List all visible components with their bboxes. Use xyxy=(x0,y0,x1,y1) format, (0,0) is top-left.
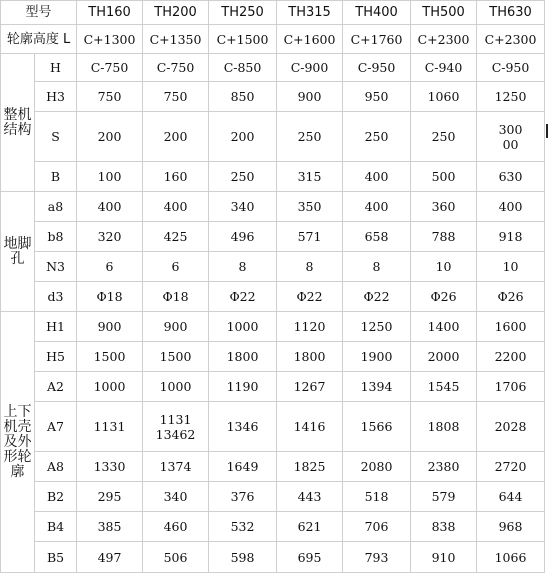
value-cell xyxy=(477,402,545,452)
value-text: 497 xyxy=(97,549,122,565)
value-text: 2000 xyxy=(427,349,460,364)
value-cell xyxy=(477,512,545,542)
value-cell xyxy=(477,342,545,372)
value-text: 8 xyxy=(372,259,381,274)
group-label-text: 整机结构 xyxy=(3,106,32,138)
value-text: 900 xyxy=(97,319,122,334)
param-label: d3 xyxy=(35,282,77,312)
value-cell xyxy=(477,372,545,402)
value-cell xyxy=(343,482,411,512)
value-text: 793 xyxy=(364,549,389,565)
value-cell xyxy=(143,252,209,282)
spec-row xyxy=(1,342,545,372)
param-label: B5 xyxy=(35,542,77,573)
value-cell xyxy=(411,82,477,112)
value-text: 1250 xyxy=(494,89,527,104)
value-text: 1120 xyxy=(293,319,326,334)
model-cell: TH160 xyxy=(77,1,143,25)
value-text: 320 xyxy=(97,229,122,244)
value-cell xyxy=(209,282,277,312)
value-text: 630 xyxy=(498,169,523,184)
value-cell xyxy=(411,192,477,222)
value-text: 1900 xyxy=(360,349,393,364)
value-cell xyxy=(209,162,277,192)
value-cell xyxy=(143,372,209,402)
value-cell xyxy=(277,82,343,112)
param-label: a8 xyxy=(35,192,77,222)
value-text: 950 xyxy=(364,89,389,104)
value-cell xyxy=(277,312,343,342)
value-cell xyxy=(277,252,343,282)
value-text: 376 xyxy=(230,489,255,504)
value-cell xyxy=(343,192,411,222)
spec-row xyxy=(1,452,545,482)
value-text: 350 xyxy=(297,199,322,214)
value-cell xyxy=(143,222,209,252)
value-cell xyxy=(209,222,277,252)
value-text: 579 xyxy=(431,489,456,504)
value-cell xyxy=(343,312,411,342)
value-text: 2720 xyxy=(494,459,527,474)
value-cell xyxy=(77,452,143,482)
value-cell xyxy=(343,512,411,542)
value-text: 506 xyxy=(163,549,188,565)
value-cell xyxy=(143,512,209,542)
value-text: 1346 xyxy=(226,419,259,434)
value-text: 1600 xyxy=(494,319,527,334)
value-text: 340 xyxy=(163,489,188,504)
value-cell xyxy=(277,162,343,192)
value-text: Φ26 xyxy=(430,289,457,304)
spec-row xyxy=(1,112,545,162)
value-cell xyxy=(411,482,477,512)
value-text: 1545 xyxy=(427,379,460,394)
value-text: 968 xyxy=(498,519,523,534)
param-label: H3 xyxy=(35,82,77,112)
value-text: 2380 xyxy=(427,459,460,474)
value-text: 644 xyxy=(498,489,523,504)
value-cell xyxy=(411,282,477,312)
value-text: 200 xyxy=(97,129,122,144)
value-text: 1416 xyxy=(293,419,326,434)
value-cell xyxy=(477,542,545,573)
spec-row xyxy=(1,82,545,112)
value-text: 200 xyxy=(163,129,188,144)
spec-table-body xyxy=(1,1,545,573)
param-label: B xyxy=(35,162,77,192)
value-text: C-750 xyxy=(156,60,195,75)
value-text: 658 xyxy=(364,229,389,244)
value-text: 100 xyxy=(97,169,122,184)
value-cell xyxy=(411,372,477,402)
value-cell xyxy=(209,54,277,82)
value-cell xyxy=(143,192,209,222)
value-cell xyxy=(77,482,143,512)
value-text: 1000 xyxy=(93,379,126,394)
value-text: 1060 xyxy=(427,89,460,104)
value-text: 1066 xyxy=(494,549,527,565)
value-text: 6 xyxy=(105,259,114,274)
value-cell xyxy=(77,402,143,452)
value-text: 400 xyxy=(364,169,389,184)
value-text: 385 xyxy=(97,519,122,534)
header-row xyxy=(1,1,545,25)
value-text: 340 xyxy=(230,199,255,214)
value-text: 2028 xyxy=(494,419,527,434)
text-cursor-mark xyxy=(546,124,548,138)
value-cell xyxy=(343,342,411,372)
model-cell: TH500 xyxy=(411,1,477,25)
contour-height-cell: C+1500 xyxy=(209,25,277,54)
value-cell xyxy=(411,252,477,282)
value-text: 2200 xyxy=(494,349,527,364)
value-text: 1800 xyxy=(226,349,259,364)
value-cell xyxy=(77,192,143,222)
value-cell xyxy=(209,452,277,482)
value-cell xyxy=(411,452,477,482)
value-cell xyxy=(143,452,209,482)
value-cell xyxy=(209,82,277,112)
value-cell xyxy=(209,482,277,512)
value-cell xyxy=(77,54,143,82)
value-cell xyxy=(143,162,209,192)
model-cell: TH315 xyxy=(277,1,343,25)
value-text: 250 xyxy=(364,129,389,144)
value-cell xyxy=(477,54,545,82)
value-text: 1131 xyxy=(93,419,126,434)
contour-height-cell: C+1760 xyxy=(343,25,411,54)
value-cell xyxy=(277,512,343,542)
value-text: 1825 xyxy=(293,459,326,474)
value-cell xyxy=(209,312,277,342)
value-cell xyxy=(277,112,343,162)
value-text: 360 xyxy=(431,199,456,214)
value-text: 1808 xyxy=(427,419,460,434)
value-text: Φ22 xyxy=(229,289,256,304)
value-text: 200 xyxy=(230,129,255,144)
value-text: 750 xyxy=(97,89,122,104)
param-label: A8 xyxy=(35,452,77,482)
value-cell xyxy=(143,112,209,162)
value-text: 425 xyxy=(163,229,188,244)
value-text: 300 00 xyxy=(498,121,523,152)
value-cell xyxy=(209,372,277,402)
value-cell xyxy=(277,222,343,252)
value-text: 1649 xyxy=(226,459,259,474)
contour-height-row xyxy=(1,25,545,54)
value-cell xyxy=(411,162,477,192)
value-text: 8 xyxy=(238,259,247,274)
value-text: Φ26 xyxy=(497,289,524,304)
value-cell xyxy=(143,282,209,312)
value-text: 918 xyxy=(498,229,523,244)
group-label-text: 上下机壳及外形轮廓 xyxy=(3,403,32,480)
value-text: 850 xyxy=(230,89,255,104)
value-text: C-950 xyxy=(357,60,396,75)
spec-row xyxy=(1,162,545,192)
param-label: A2 xyxy=(35,372,77,402)
value-text: 6 xyxy=(171,259,180,274)
value-text: 2080 xyxy=(360,459,393,474)
spec-row xyxy=(1,252,545,282)
value-text: 788 xyxy=(431,229,456,244)
value-text: 1000 xyxy=(226,319,259,334)
spec-row xyxy=(1,542,545,573)
value-cell xyxy=(343,222,411,252)
value-cell xyxy=(77,372,143,402)
group-label xyxy=(1,312,35,573)
value-cell xyxy=(411,512,477,542)
value-text: 706 xyxy=(364,519,389,534)
value-text: 1800 xyxy=(293,349,326,364)
value-text: 400 xyxy=(498,199,523,214)
contour-height-cell: C+2300 xyxy=(477,25,545,54)
value-text: 1394 xyxy=(360,379,393,394)
value-cell xyxy=(343,402,411,452)
value-text: 518 xyxy=(364,489,389,504)
group-label xyxy=(1,192,35,312)
value-cell xyxy=(277,542,343,573)
value-cell xyxy=(411,542,477,573)
value-text: Φ18 xyxy=(162,289,189,304)
value-text: 750 xyxy=(163,89,188,104)
value-text: 1706 xyxy=(494,379,527,394)
value-cell xyxy=(77,542,143,573)
value-cell xyxy=(343,82,411,112)
value-text: 1190 xyxy=(226,379,259,394)
value-text: 1374 xyxy=(159,459,192,474)
value-cell xyxy=(143,482,209,512)
value-cell xyxy=(143,312,209,342)
value-text: 496 xyxy=(230,229,255,244)
spec-row xyxy=(1,282,545,312)
value-cell xyxy=(277,372,343,402)
value-text: 10 xyxy=(435,259,452,274)
value-cell xyxy=(77,342,143,372)
value-text: 1267 xyxy=(293,379,326,394)
value-cell xyxy=(209,192,277,222)
value-cell xyxy=(411,222,477,252)
value-cell xyxy=(411,54,477,82)
value-text: 900 xyxy=(163,319,188,334)
value-cell xyxy=(343,54,411,82)
value-text: 250 xyxy=(431,129,456,144)
spec-row xyxy=(1,192,545,222)
value-text: 1250 xyxy=(360,319,393,334)
group-label-text: 地脚孔 xyxy=(3,235,32,267)
value-text: 532 xyxy=(230,519,255,534)
param-label: B2 xyxy=(35,482,77,512)
value-cell xyxy=(77,512,143,542)
value-cell xyxy=(477,282,545,312)
value-cell xyxy=(343,452,411,482)
value-text: 315 xyxy=(297,169,322,184)
value-cell xyxy=(343,282,411,312)
value-cell xyxy=(477,162,545,192)
spec-row xyxy=(1,482,545,512)
value-cell xyxy=(277,192,343,222)
param-label: b8 xyxy=(35,222,77,252)
value-cell xyxy=(77,282,143,312)
value-text: 460 xyxy=(163,519,188,534)
param-label: B4 xyxy=(35,512,77,542)
value-cell xyxy=(77,112,143,162)
contour-height-cell: C+1350 xyxy=(143,25,209,54)
value-cell xyxy=(343,372,411,402)
value-text: 1330 xyxy=(93,459,126,474)
value-text: 900 xyxy=(297,89,322,104)
param-label: A7 xyxy=(35,402,77,452)
value-cell xyxy=(143,82,209,112)
contour-height-cell: C+1600 xyxy=(277,25,343,54)
value-cell xyxy=(209,252,277,282)
value-cell xyxy=(477,312,545,342)
value-text: C-900 xyxy=(290,60,329,75)
value-cell xyxy=(343,252,411,282)
value-text: 838 xyxy=(431,519,456,534)
value-text: 598 xyxy=(230,549,255,565)
value-cell xyxy=(277,402,343,452)
value-text: 1131 13462 xyxy=(155,411,196,442)
value-cell xyxy=(77,312,143,342)
value-cell xyxy=(209,112,277,162)
spec-row xyxy=(1,222,545,252)
value-cell xyxy=(77,162,143,192)
value-cell xyxy=(477,112,545,162)
model-cell: TH200 xyxy=(143,1,209,25)
value-cell xyxy=(477,192,545,222)
value-cell xyxy=(411,312,477,342)
value-text: 295 xyxy=(97,489,122,504)
value-text: 1500 xyxy=(159,349,192,364)
value-text: 621 xyxy=(297,519,322,534)
value-cell xyxy=(477,222,545,252)
value-cell xyxy=(77,82,143,112)
value-text: C-950 xyxy=(491,60,530,75)
value-text: 400 xyxy=(364,199,389,214)
value-text: 1400 xyxy=(427,319,460,334)
param-label: H5 xyxy=(35,342,77,372)
value-cell xyxy=(209,402,277,452)
value-text: 910 xyxy=(431,549,456,565)
value-cell xyxy=(143,402,209,452)
value-text: Φ22 xyxy=(296,289,323,304)
contour-height-cell: C+1300 xyxy=(77,25,143,54)
value-text: 443 xyxy=(297,489,322,504)
value-text: 250 xyxy=(230,169,255,184)
model-cell: TH630 xyxy=(477,1,545,25)
value-cell xyxy=(209,542,277,573)
value-cell xyxy=(209,512,277,542)
value-text: 1000 xyxy=(159,379,192,394)
model-header-label: 型号 xyxy=(1,1,77,25)
value-cell xyxy=(143,342,209,372)
value-text: 1500 xyxy=(93,349,126,364)
spec-row xyxy=(1,402,545,452)
value-text: 400 xyxy=(97,199,122,214)
value-cell xyxy=(477,252,545,282)
value-text: C-940 xyxy=(424,60,463,75)
param-label: S xyxy=(35,112,77,162)
value-cell xyxy=(411,342,477,372)
value-text: Φ22 xyxy=(363,289,390,304)
value-cell xyxy=(209,342,277,372)
value-text: 695 xyxy=(297,549,322,565)
value-cell xyxy=(143,54,209,82)
value-text: C-850 xyxy=(223,60,262,75)
param-label: N3 xyxy=(35,252,77,282)
value-text: 400 xyxy=(163,199,188,214)
value-text: 8 xyxy=(305,259,314,274)
value-text: 10 xyxy=(502,259,519,274)
spec-row xyxy=(1,372,545,402)
value-cell xyxy=(343,542,411,573)
value-text: 500 xyxy=(431,169,456,184)
model-cell: TH250 xyxy=(209,1,277,25)
value-cell xyxy=(277,282,343,312)
value-text: 571 xyxy=(297,229,322,244)
value-cell xyxy=(77,222,143,252)
value-cell xyxy=(277,342,343,372)
value-cell xyxy=(277,482,343,512)
value-cell xyxy=(477,482,545,512)
value-text: Φ18 xyxy=(96,289,123,304)
model-cell: TH400 xyxy=(343,1,411,25)
value-text: 1566 xyxy=(360,419,393,434)
contour-height-label: 轮廓高度 L xyxy=(1,25,77,54)
value-text: 250 xyxy=(297,129,322,144)
param-label: H1 xyxy=(35,312,77,342)
contour-height-cell: C+2300 xyxy=(411,25,477,54)
group-label xyxy=(1,54,35,192)
param-label: H xyxy=(35,54,77,82)
value-cell xyxy=(411,402,477,452)
value-cell xyxy=(277,452,343,482)
value-cell xyxy=(411,112,477,162)
value-text: C-750 xyxy=(90,60,129,75)
value-cell xyxy=(77,252,143,282)
value-cell xyxy=(477,452,545,482)
value-cell xyxy=(143,542,209,573)
value-cell xyxy=(343,112,411,162)
value-text: 160 xyxy=(163,169,188,184)
value-cell xyxy=(277,54,343,82)
spec-row xyxy=(1,54,545,82)
value-cell xyxy=(343,162,411,192)
spec-row xyxy=(1,312,545,342)
spec-row xyxy=(1,512,545,542)
value-cell xyxy=(477,82,545,112)
